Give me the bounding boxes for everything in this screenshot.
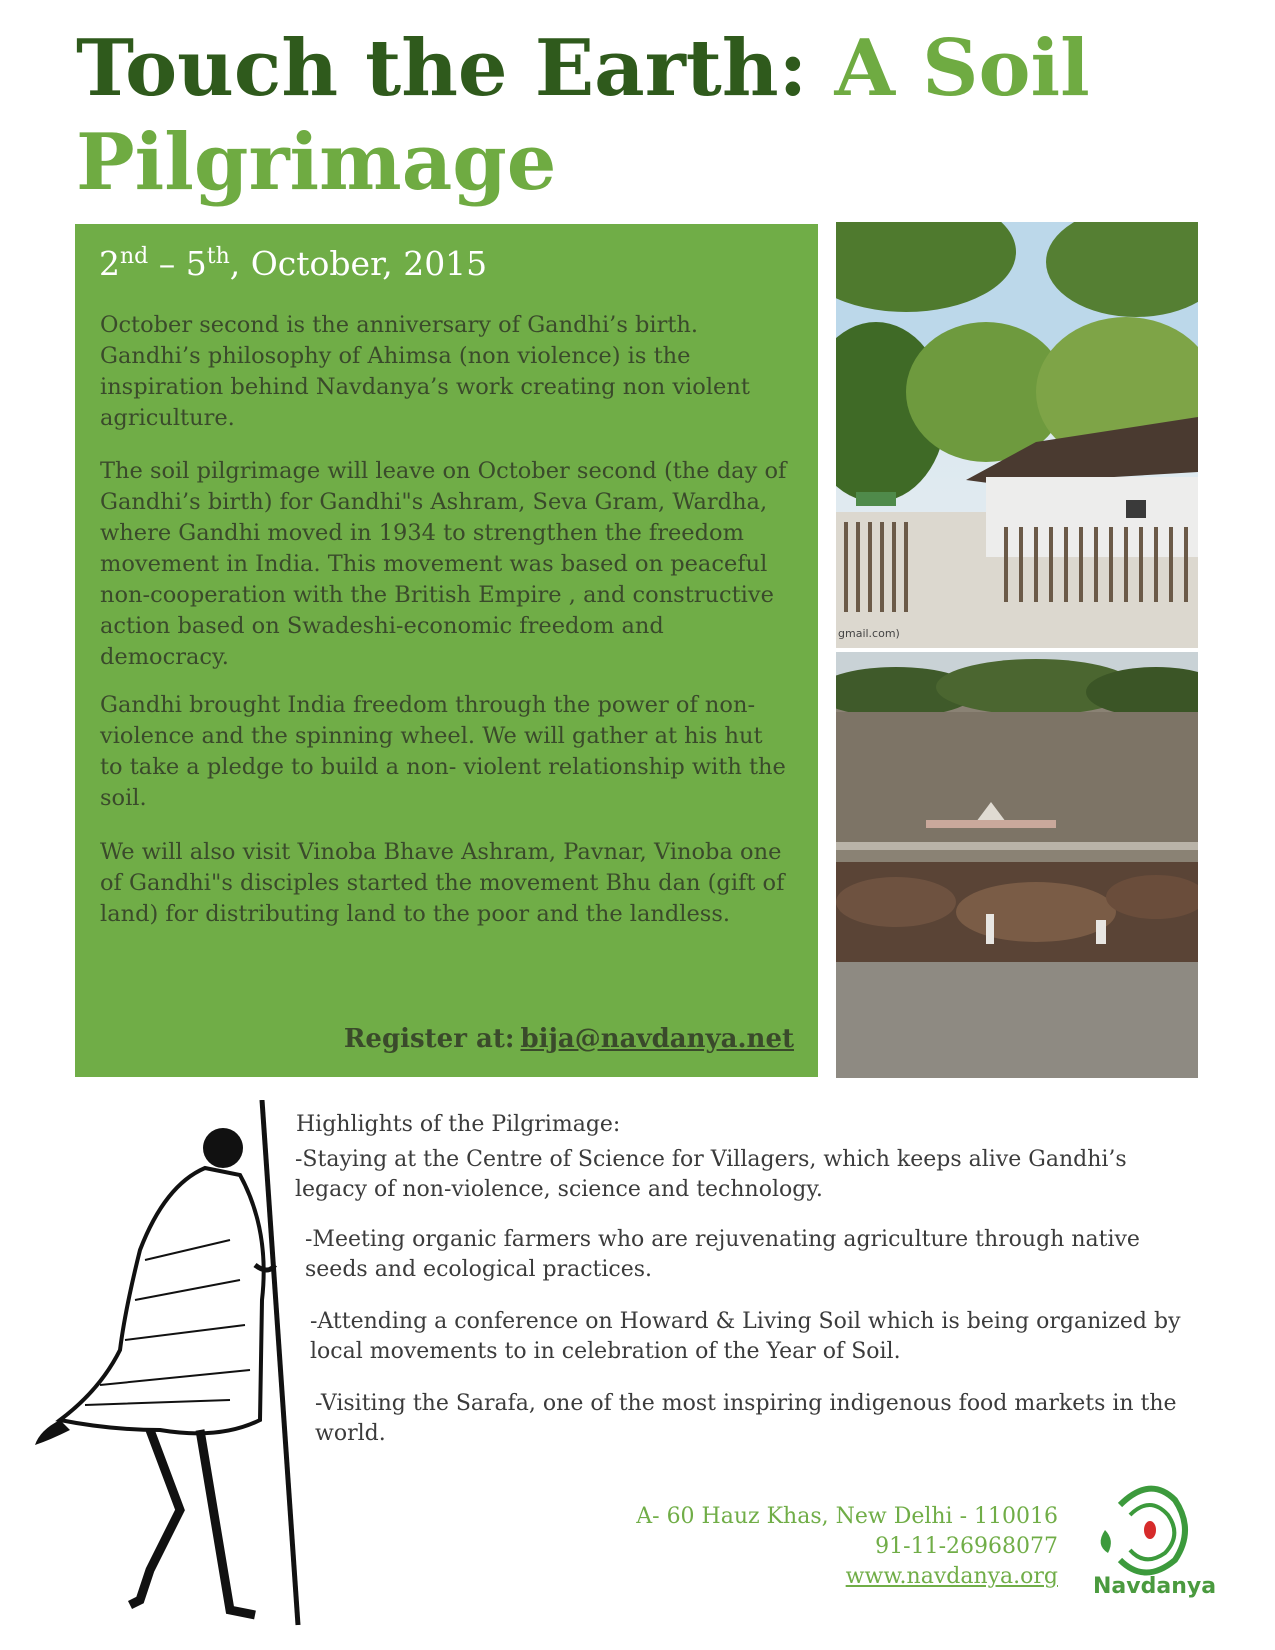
ashram-hut-photo xyxy=(836,222,1198,648)
event-info-box xyxy=(75,224,818,1077)
highlight-item-2: -Meeting organic farmers who are rejuvenating agriculture through native seeds and ecological practices. xyxy=(305,1227,1140,1282)
photo-watermark: gmail.com) xyxy=(838,627,900,640)
highlight-item-1: -Staying at the Centre of Science for Villagers, which keeps alive Gandhi’s legacy of non-violence, science and technology. xyxy=(295,1147,1127,1202)
register-email-link[interactable]: bija@navdanya.net xyxy=(520,1024,794,1054)
contact-phone: 91-11-26968077 xyxy=(875,1534,1058,1559)
paragraph-4: We will also visit Vinoba Bhave Ashram, Pavnar, Vinoba one of Gandhi"s disciples started the movement Bhu dan (gift of land) for distributing land to the poor and the landless. xyxy=(100,839,785,927)
contact-block xyxy=(636,1502,1058,1592)
register-label: Register at: xyxy=(343,1024,515,1054)
title-part-1: Touch the Earth: xyxy=(76,23,835,114)
register-line xyxy=(344,1024,794,1054)
logo-text: Navdanya xyxy=(1093,1574,1217,1599)
paragraph-2: The soil pilgrimage will leave on October second (the day of Gandhi’s birth) for Gandhi"s Ashram, Seva Gram, Wardha, where Gandhi moved in 1934 to strengthen the freedom movement in India. This movement was based on peaceful non-cooperation with the British Empire , and constructive action based on Swadeshi-economic freedom and democracy. xyxy=(100,458,787,670)
gandhi-walking-illustration xyxy=(30,1100,330,1635)
page-title xyxy=(76,22,1226,210)
paragraph-3: Gandhi brought India freedom through the power of non-violence and the spinning wheel. We will gather at his hut to take a pledge to build a non- violent relationship with the soil. xyxy=(100,692,786,811)
river-photo xyxy=(836,652,1198,1078)
highlight-item-4: -Visiting the Sarafa, one of the most inspiring indigenous food markets in the world. xyxy=(315,1391,1177,1446)
highlight-item-3: -Attending a conference on Howard & Living Soil which is being organized by local movements to in celebration of the Year of Soil. xyxy=(310,1309,1181,1364)
title-part-2: A Soil Pilgrimage xyxy=(76,23,1090,208)
website-link[interactable]: www.navdanya.org xyxy=(845,1564,1058,1589)
event-date: 2nd – 5th, October, 2015 xyxy=(99,244,488,283)
contact-address: A- 60 Hauz Khas, New Delhi - 110016 xyxy=(636,1504,1058,1529)
highlights-title: Highlights of the Pilgrimage: xyxy=(296,1112,621,1137)
paragraph-1: October second is the anniversary of Gandhi’s birth. Gandhi’s philosophy of Ahimsa (non violence) is the inspiration behind Navdanya’s work creating non violent agriculture. xyxy=(100,312,750,431)
